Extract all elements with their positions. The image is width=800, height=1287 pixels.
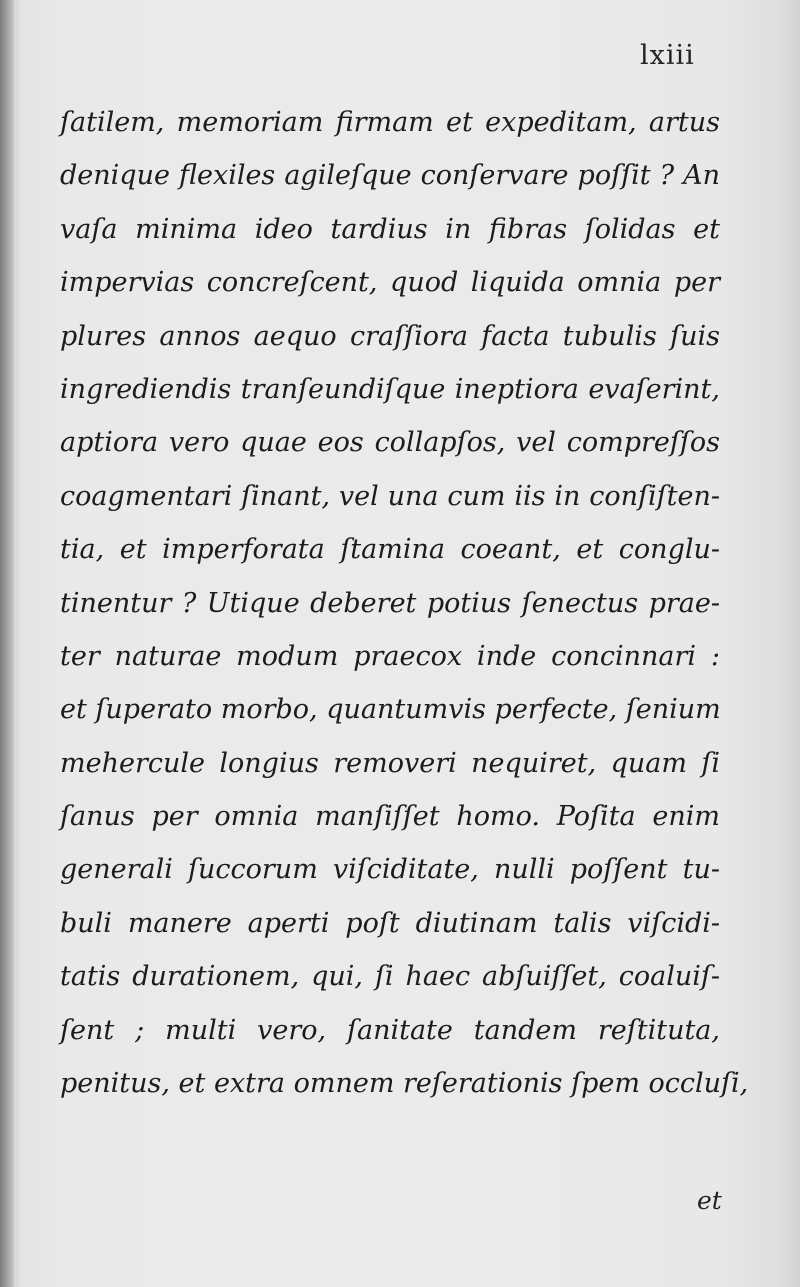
- text-line: aptiora vero quae eos collapſos, vel compreſſos: [60, 427, 720, 459]
- text-line: mehercule longius removeri nequiret, quam ſi: [60, 747, 720, 779]
- text-line: ingrediendis tranſeundiſque ineptiora evaſerint,: [60, 373, 720, 405]
- binding-gutter: [0, 0, 14, 1287]
- text-line: ſanus per omnia manſiſſet homo. Poſita enim: [60, 801, 720, 833]
- text-line: plures annos aequo craſſiora facta tubulis ſuis: [60, 320, 720, 352]
- text-line: ſatilem, memoriam firmam et expeditam, artus: [60, 107, 720, 138]
- text-line: ſent ; multi vero, ſanitate tandem reſtituta,: [60, 1014, 720, 1046]
- text-line: denique flexiles agileſque conſervare poſſit ? An: [60, 160, 720, 192]
- text-line: penitus, et extra omnem reſerationis ſpem occluſi,: [60, 1068, 749, 1100]
- text-line: coagmentari ſinant, vel una cum iis in conſiſten-: [60, 480, 720, 512]
- body-text: [60, 96, 749, 1110]
- text-line: impervias concreſcent, quod liquida omnia per: [60, 267, 720, 299]
- text-line: tia, et imperforata ſtamina coeant, et conglu-: [60, 534, 720, 566]
- text-line: et ſuperato morbo, quantumvis perfecte, ſenium: [60, 694, 721, 726]
- text-line: tinentur ? Utique deberet potius ſenectus prae-: [60, 587, 720, 619]
- text-line: buli manere aperti poſt diutinam talis viſcidi-: [60, 907, 720, 939]
- catchword: et: [697, 1186, 722, 1215]
- page-number: lxiii: [640, 40, 695, 71]
- text-line: tatis durationem, qui, ſi haec abſuiſſet, coaluiſ-: [60, 961, 720, 993]
- text-line: generali ſuccorum viſciditate, nulli poſſent tu-: [60, 854, 720, 886]
- text-line: ter naturae modum praecox inde concinnari :: [60, 640, 720, 672]
- text-line: vaſa minima ideo tardius in fibras ſolidas et: [60, 213, 720, 245]
